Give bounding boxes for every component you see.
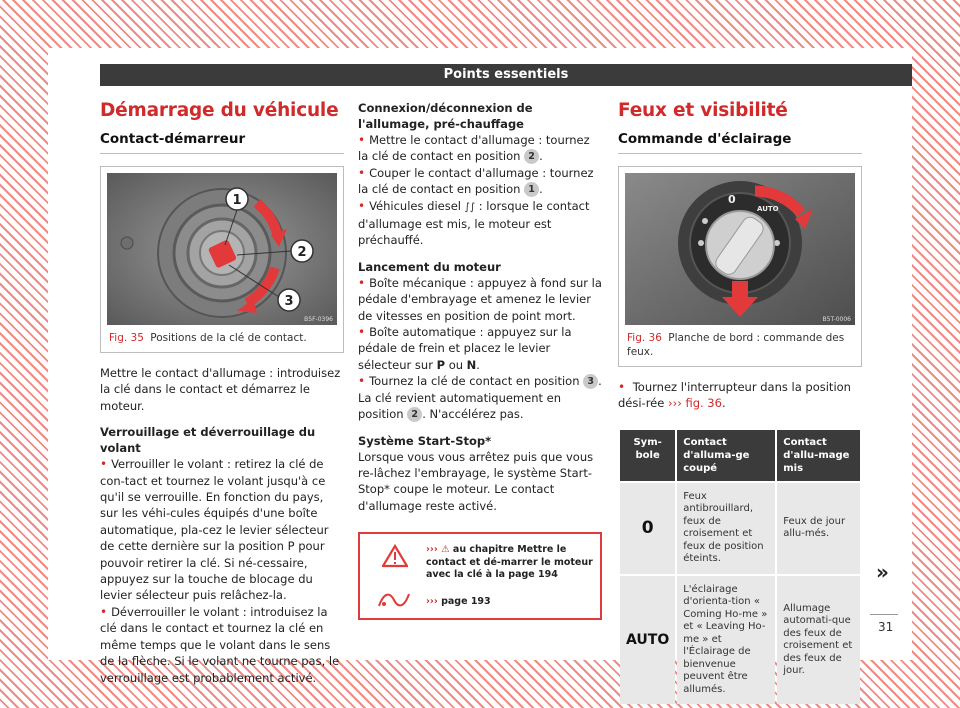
bullet-text: Boîte mécanique : appuyez à fond sur la pédale d'embrayage et amenez le levier de vitesses en position de point mort.	[358, 275, 602, 323]
bullet-text: Tournez l'interrupteur dans la position dési-rée	[618, 380, 851, 411]
figure-caption-text: Positions de la clé de contact.	[150, 332, 307, 344]
small-warning-icon: ⚠	[441, 544, 450, 556]
table-header-row	[620, 430, 860, 481]
bullet-unlock-steering	[100, 604, 344, 686]
intro-paragraph: Mettre le contact d'allumage : introduisez la clé dans le contact et démarrez le moteur.	[100, 366, 341, 413]
figure-caption	[619, 325, 861, 366]
figure-light-switch	[618, 166, 862, 367]
note-reference[interactable]	[426, 596, 491, 607]
table-row	[620, 483, 860, 574]
table-row	[620, 576, 860, 705]
position-badge: 1	[524, 182, 539, 197]
chapter-header: Points essentiels	[100, 64, 912, 86]
symbol-cell: 0	[620, 483, 675, 574]
gear-n: N	[466, 357, 477, 372]
column-header-ignition-off: Contact d'alluma-ge coupé	[677, 430, 775, 481]
symbol-cell: AUTO	[620, 576, 675, 705]
engine-start-heading: Lancement du moteur	[358, 259, 501, 274]
image-code: B5F-0396	[304, 316, 333, 323]
bullet-text: Couper le contact d'allumage : tournez la clé de contact en position	[358, 165, 594, 197]
figure-ignition	[100, 166, 344, 353]
start-stop-paragraph: Lorsque vous vous arrêtez puis que vous re-lâchez l'embrayage, le système Start-Stop* coupe le moteur. Le contact d'allumage reste activé.	[358, 449, 594, 513]
warning-icon	[382, 544, 408, 568]
figure-number: Fig. 35	[109, 332, 144, 344]
warning-reference-text: au chapitre Mettre le contact et dé-marrer le moteur avec la clé à la page 194	[426, 544, 593, 581]
position-label-3: 3	[284, 294, 294, 309]
environment-note-icon	[376, 588, 412, 610]
note-reference-text: page 193	[441, 596, 491, 608]
position-badge: 2	[524, 149, 539, 164]
light-switch-table	[618, 428, 862, 707]
bullet-text: Verrouiller le volant : retirez la clé de con-tact et tournez le volant jusqu'à ce qu'il se verrouille. En fonction du pays, sur les véhi-cules équipés d'une boîte automatique, pla-cez le levier sélecteur de cette dernière sur la position P pour pouvoir retirer la clé. Si né-cessaire, appuyez sur la touche de blocage du levier sélecteur puis relâchez-la.	[100, 457, 329, 603]
preheat-icon: ∫∫	[464, 201, 476, 213]
middle-column	[358, 100, 602, 620]
bullet-turn-key	[358, 373, 602, 422]
bullet-text: . N'accélérez pas.	[422, 407, 524, 422]
bullet-diesel	[358, 198, 602, 249]
ignition-illustration	[107, 173, 337, 325]
start-stop-heading: Système Start-Stop*	[358, 433, 492, 448]
section-title: Démarrage du véhicule	[100, 100, 339, 121]
warning-reference[interactable]	[426, 544, 598, 582]
figure-caption-text: Planche de bord : commande des feux.	[627, 332, 845, 358]
page-number-divider	[870, 614, 898, 615]
image-code: B5T-0006	[822, 316, 851, 323]
reference-arrows: ›››	[426, 596, 438, 608]
bullet-text: Tournez la clé de contact en position	[369, 374, 580, 389]
position-badge: 3	[583, 374, 598, 389]
bullet-text: Déverrouiller le volant : introduisez la clé dans le contact et tournez la clé en même temps que le volant dans le sens de la flèche. Si le volant ne tourne pas, le verrouillage est probablement activé.	[100, 604, 340, 685]
right-column	[618, 100, 862, 706]
bullet-ignition-off: • Couper le contact d'allumage : tournez la clé de contact en position 1 .	[358, 165, 602, 198]
subsection-title: Commande d'éclairage	[618, 131, 862, 154]
bullet-text: Boîte automatique : appuyez sur la pédale de frein et placez le levier sélecteur sur	[358, 325, 572, 372]
table-cell: Allumage automati-que des feux de croisement et des feux de jour.	[777, 576, 860, 705]
column-header-symbol: Sym-bole	[620, 430, 675, 481]
table-cell: Feux antibrouillard, feux de croisement et feux de position éteints.	[677, 483, 775, 574]
position-label-1: 1	[232, 193, 242, 208]
knob-label-0: 0	[728, 193, 736, 206]
left-column	[100, 100, 344, 686]
bullet-text: : lorsque le contact d'allumage est mis, le moteur est préchauffé.	[358, 198, 590, 248]
continue-mark: »	[876, 560, 889, 584]
figure-number: Fig. 36	[627, 332, 662, 344]
page	[48, 48, 912, 695]
bullet-lock-steering	[100, 456, 344, 604]
position-badge: 2	[407, 407, 422, 422]
column-header-ignition-on: Contact d'allu-mage mis	[777, 430, 860, 481]
section-title: Feux et visibilité	[618, 100, 788, 121]
figure-link[interactable]: ››› fig. 36	[668, 396, 722, 411]
knob-label-auto: AUTO	[757, 205, 779, 213]
reference-arrows: ›››	[426, 544, 438, 556]
figure-caption	[101, 325, 343, 352]
subsection-title: Contact-démarreur	[100, 131, 344, 154]
bullet-turn-switch: • Tournez l'interrupteur dans la position dési-rée ››› fig. 36.	[618, 379, 862, 412]
position-label-2: 2	[297, 245, 307, 260]
bullet-text: Mettre le contact d'allumage : tournez la clé de contact en position	[358, 133, 590, 164]
ignition-heading: Connexion/déconnexion de l'allumage, pré-chauffage	[358, 101, 533, 131]
steering-lock-heading: Verrouillage et déverrouillage du volant	[100, 425, 316, 456]
bullet-ignition-on: • Mettre le contact d'allumage : tournez la clé de contact en position 2 .	[358, 132, 602, 165]
table-cell: Feux de jour allu-més.	[777, 483, 860, 574]
bullet-text: ou	[448, 357, 464, 372]
bullet-automatic-gearbox: • Boîte automatique : appuyez sur la pédale de frein et placez le levier sélecteur sur P ou N.	[358, 324, 602, 373]
light-switch-illustration	[625, 173, 855, 325]
bullet-text: . La clé revient automatiquement en position	[358, 374, 602, 422]
gear-p: P	[436, 357, 446, 372]
bullet-manual-gearbox	[358, 275, 602, 324]
bullet-text: Véhicules diesel	[369, 198, 461, 213]
warning-box	[358, 532, 602, 620]
page-number: 31	[878, 620, 894, 634]
table-cell: L'éclairage d'orienta-tion « Coming Ho-me » et « Leaving Ho-me » et l'Éclairage de bienvenue peuvent être allumés.	[677, 576, 775, 705]
